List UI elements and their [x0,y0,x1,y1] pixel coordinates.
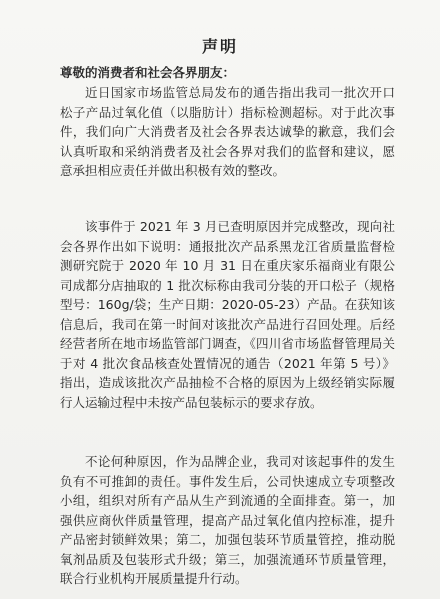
paragraph-explanation: 该事件于 2021 年 3 月已查明原因并完成整改，现向社会各界作出如下说明：通报批次产品系黑龙江省质量监督检测研究院于 2020 年 10 月 31 日在重庆家乐福商业有限公司成都分店抽取的 1 批次标称由我司分装的开口松子（规格型号：160g/袋；生产日期：2020-05-23）产品。在获知该信息后，我司在第一时间对该批次产品进行召回处理。后经经营者所在地市场监管部门调查，《四川省市场监督管理局关于对 4 批次食品核查处置情况的通告（2021 年第 5 号）》指出，造成该批次产品抽检不合格的原因为上级经销实际履行人运输过程中未按产品包装标示的要求存放。 [60,219,395,410]
paragraph-apology: 近日国家市场监管总局发布的通告指出我司一批次开口松子产品过氧化值（以脂肪计）指标检测超标。对于此次事件，我们向广大消费者及社会各界表达诚挚的歉意，我们会认真听取和采纳消费者及社会各界对我们的监督和建议，愿意承担相应责任并做出积极有效的整改。 [60,85,395,178]
paragraph-rectification: 不论何种原因，作为品牌企业，我司对该起事件的发生负有不可推卸的责任。事件发生后，公司快速成立专项整改小组，组织对所有产品从生产到流通的全面排查。第一，加强供应商伙伴质量管理，提高产品过氧化值内控标准，提升产品密封锁鲜效果；第二，加强包装环节质量管控，推动脱氧剂品质及包装形式升级；第三，加强流通环节质量管理，联合行业机构开展质量提升行动。 [60,454,395,586]
document-title: 声明 [201,37,238,56]
salutation: 尊敬的消费者和社会各界朋友： [60,65,236,80]
